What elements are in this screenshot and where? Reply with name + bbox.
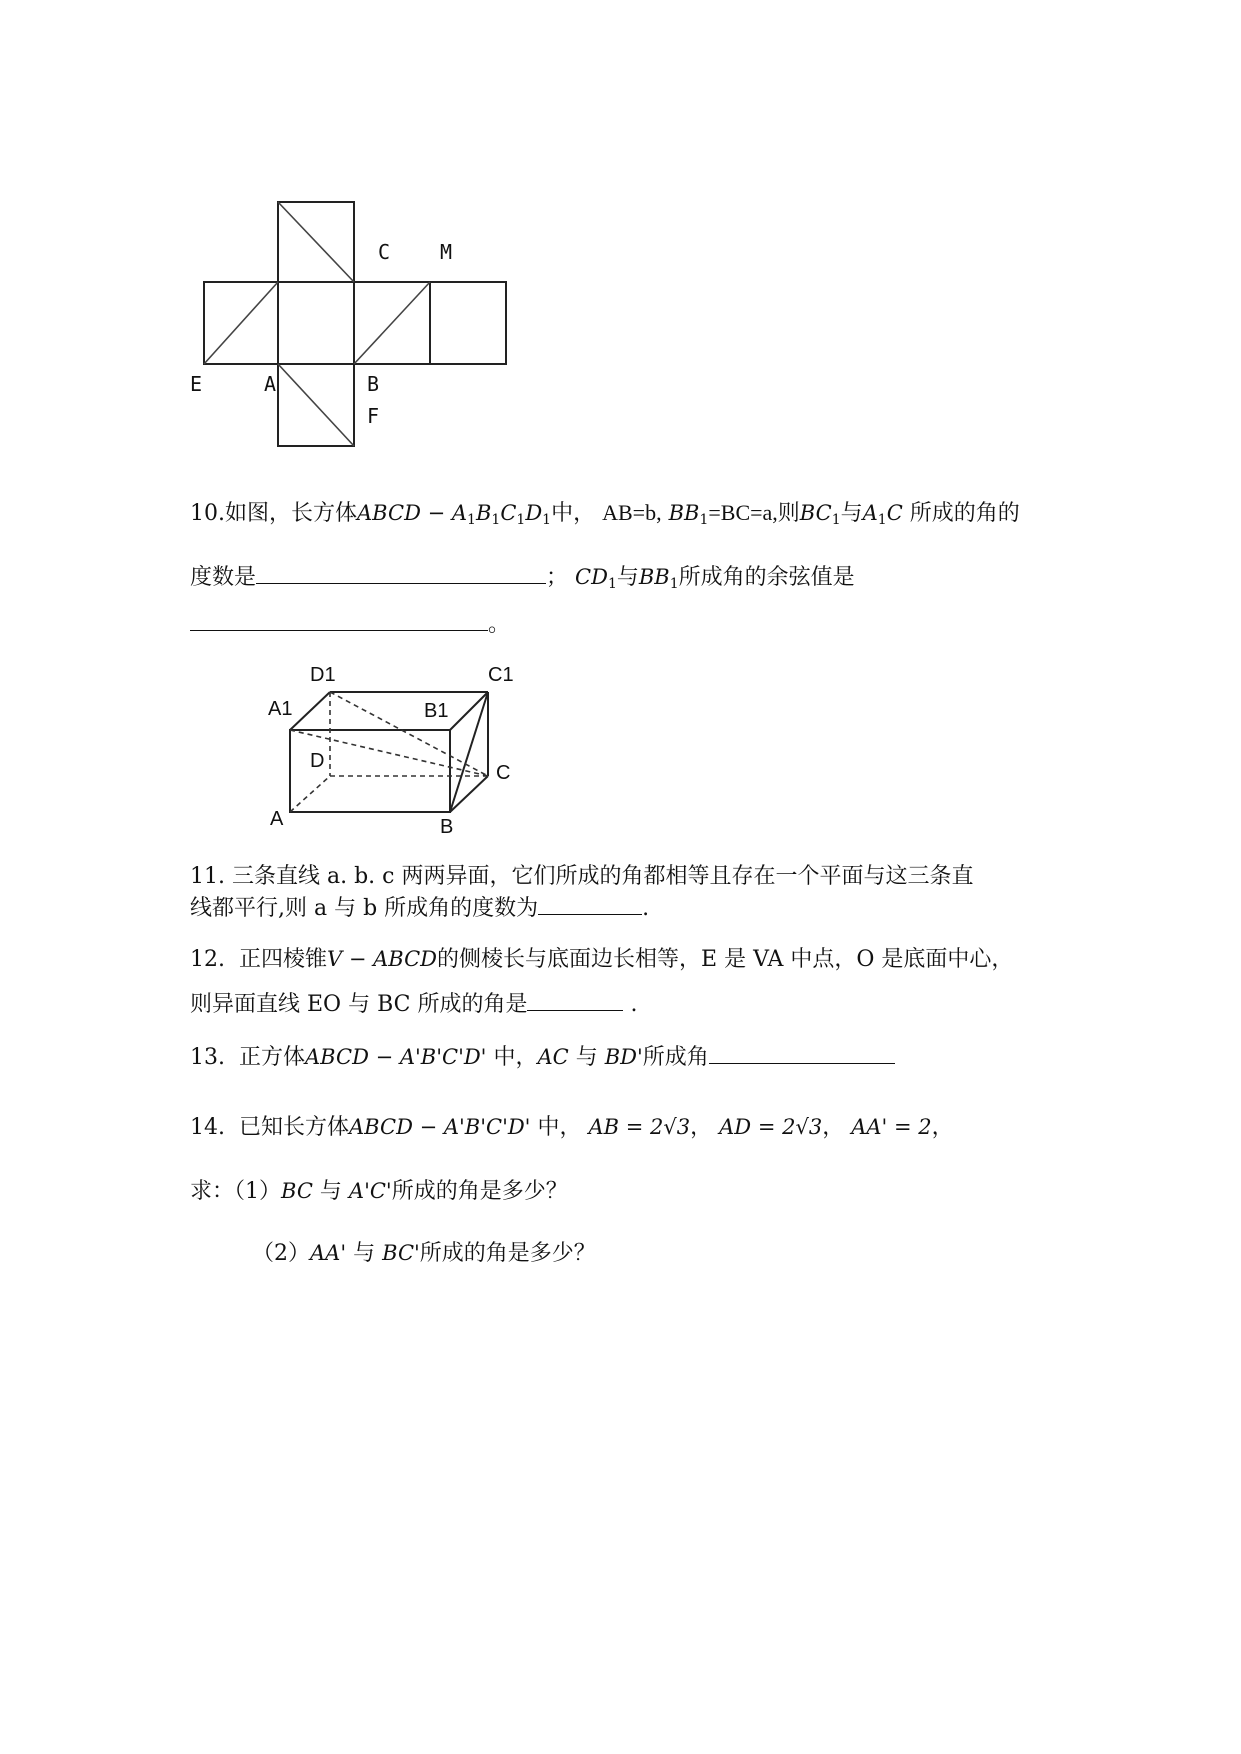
text: 中， [493,1045,538,1070]
text: 正四棱锥 [239,947,328,972]
cuboid-label-b1: B1 [424,700,449,722]
answer-blank[interactable] [709,1045,895,1064]
net-label-c: C [378,240,391,264]
answer-blank[interactable] [527,992,623,1011]
math-bc: BC [281,1179,313,1203]
cuboid-label-c1: C1 [488,664,514,686]
text: 所成的角的 [909,501,1020,526]
text: 则异面直线 EO 与 BC 所成的角是 [190,992,528,1017]
text: =BC=a,则 [708,500,800,525]
net-label-m: M [440,240,453,264]
math-bd: BD' [604,1045,643,1069]
text: . [630,992,638,1017]
text: 中， [537,1115,582,1140]
question-number: 10. [190,501,225,526]
answer-blank[interactable] [538,896,642,915]
cuboid-label-d: D [310,750,325,772]
math-cd1: $CD_1$ [575,565,617,592]
net-label-a: A [264,372,277,396]
question-12-line-2 [190,990,637,1020]
text: 所成角 [642,1045,709,1070]
math-bb1: $BB_1$ [638,565,679,592]
text: . [642,896,650,921]
text: 如图，长方体 [225,501,358,526]
text: AB=b, [602,500,662,525]
text: （2） [252,1241,310,1266]
text: 与 [616,565,639,590]
math-bb1: $BB_1$ [668,501,709,528]
text: 中， [551,501,596,526]
question-number: 12. [190,947,225,972]
math-a1c: $A_1C$ [862,501,903,528]
question-14-line-2 [190,1176,568,1207]
question-13-line [190,1042,895,1073]
question-11-line-1: 11. 三条直线 a. b. c 两两异面，它们所成的角都相等且存在一个平面与这三条直 [190,864,974,889]
math-ac: AC [537,1045,569,1069]
math-bc: BC' [382,1241,420,1265]
math-ad: AD = 2√3 [719,1115,823,1139]
text: 与 [575,1045,598,1070]
math-aa: AA' = 2 [851,1115,932,1139]
text: （1） [234,1179,282,1204]
cuboid-hidden-ad [290,776,330,812]
net-label-f: F [367,404,380,428]
cuboid-edge-a1d1 [290,692,330,730]
question-11-line-2 [190,894,649,924]
math-ab: AB = 2√3 [588,1115,691,1139]
question-14-line-3 [252,1238,596,1269]
text: 与 [353,1241,376,1266]
math-cuboid: ABCD − A'B'C'D' [349,1115,531,1139]
text: ， [931,1115,954,1140]
cuboid-label-a: A [270,808,284,830]
question-number: 13. [190,1045,225,1070]
question-12-line-1 [190,944,1013,975]
question-14-line-1 [190,1112,954,1143]
text: 度数是 [190,565,257,590]
question-number: 14. [190,1115,225,1140]
text: 的侧棱长与底面边长相等，E 是 VA 中点，O 是底面中心， [437,947,1014,972]
math-bc1: $BC_1$ [799,501,841,528]
text: 。 [488,612,511,637]
text: ， [822,1115,845,1140]
cuboid-label-b: B [440,816,454,838]
text: 与 [319,1179,342,1204]
text: ， [690,1115,713,1140]
text: 线都平行,则 a 与 b 所成角的度数为 [190,896,539,921]
math-solid: ABCD − $A_1B_1C_1D_1$ [357,501,552,528]
text: 所成角的余弦值是 [678,565,855,590]
math-cube: ABCD − A'B'C'D' [305,1045,487,1069]
math-a-c: A'C' [348,1179,392,1203]
text: 与 [840,501,863,526]
text: 求： [190,1179,235,1204]
text: 已知长方体 [239,1115,350,1140]
text: 所成的角是多少？ [391,1179,568,1204]
net-label-b: B [367,372,380,396]
cuboid-label-a1: A1 [268,698,293,720]
net-label-e: E [190,372,203,396]
cuboid-diagonal-d1c [330,692,488,776]
cuboid-label-d1: D1 [310,664,336,686]
text: 所成的角是多少？ [419,1241,596,1266]
text: ； [546,565,569,590]
cuboid-label-c: C [496,762,511,784]
math-aa: AA' [310,1241,347,1265]
text: 正方体 [239,1045,306,1070]
math-pyramid: V − ABCD [327,947,438,971]
